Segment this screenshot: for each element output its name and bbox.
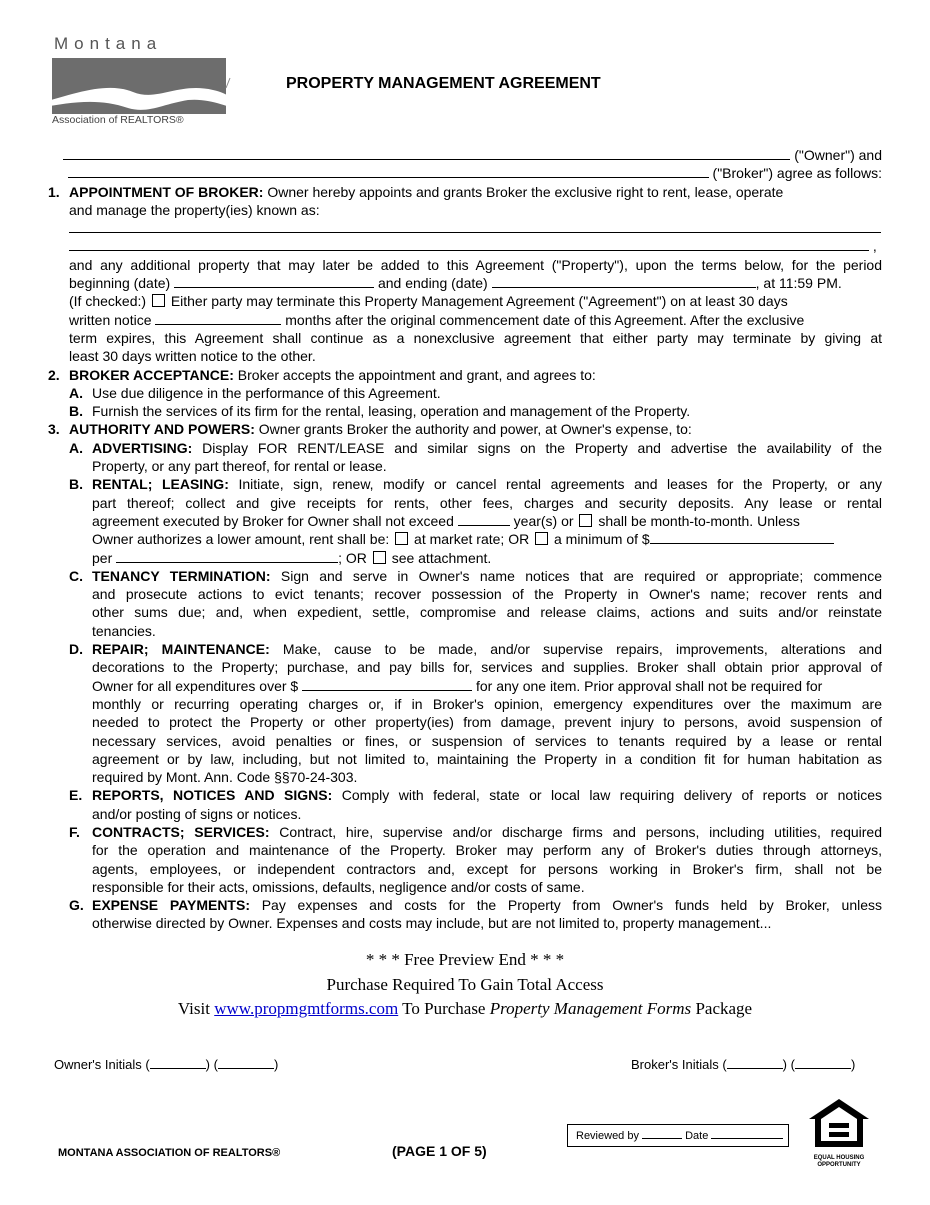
item-heading: ADVERTISING:	[92, 439, 193, 456]
item-text: Initiate, sign, renew, modify or cancel rental agreements and leases for the Property, or any	[228, 476, 882, 493]
item-text: shall be month-to-month. Unless	[598, 512, 800, 529]
eho-label	[807, 1155, 871, 1169]
item-text: Property, or any part thereof, for rental or lease.	[92, 458, 387, 475]
time-label: , at 11:59 PM.	[755, 275, 842, 292]
rent-period-field[interactable]	[116, 549, 338, 563]
item-letter: B.	[69, 403, 83, 420]
reviewed-by-label: Reviewed by	[576, 1130, 639, 1142]
eho-line-2: OPPORTUNITY	[817, 1162, 861, 1168]
max-expenditure-field[interactable]	[302, 677, 472, 691]
section-3	[48, 420, 882, 438]
item-text: decorations to the Property; purchase, and pay bills for, services and supplies. Broker shall obtain prior approval of	[92, 659, 882, 676]
minimum-rent-field[interactable]	[650, 530, 834, 544]
notice-months-field[interactable]	[155, 311, 281, 325]
property-address-line-1[interactable]	[69, 219, 881, 233]
section-text: months after the original commencement date of this Agreement. After the exclusive	[285, 311, 805, 328]
broker-initials-label: Broker's Initials (	[631, 1057, 727, 1072]
section-heading: BROKER ACCEPTANCE:	[69, 366, 234, 383]
item-text: Display FOR RENT/LEASE and similar signs on the Property and advertise the availability of the	[192, 439, 882, 456]
item-heading: CONTRACTS; SERVICES:	[92, 823, 270, 840]
item-text: agreement or by law, including, but not limited to, maintaining the Property in a condition fit for human habitation as	[92, 750, 882, 767]
broker-label: ("Broker") agree as follows:	[712, 165, 882, 182]
item-heading: TENANCY TERMINATION:	[92, 567, 271, 584]
broker-name-line[interactable]	[68, 164, 709, 178]
end-date-label: and ending (date)	[377, 275, 488, 292]
terminate-checkbox[interactable]	[152, 294, 165, 307]
footer-association: MONTANA ASSOCIATION OF REALTORS®	[58, 1147, 281, 1159]
item-text: Sign and serve in Owner's name notices that are required or appropriate; commence	[270, 567, 882, 584]
item-text: Make, cause to be made, and/or supervise repairs, improvements, alterations and	[269, 641, 882, 658]
item-text: required by Mont. Ann. Code §§70-24-303.	[92, 769, 358, 786]
owner-label: ("Owner") and	[794, 147, 882, 163]
item-heading: RENTAL; LEASING:	[92, 476, 229, 493]
item-text: part thereof; collect and give receipts for rents, other fees, charges and security deposits. Any lease or rental	[92, 494, 882, 511]
market-rate-checkbox[interactable]	[395, 532, 408, 545]
item-text: needed to protect the Property or other property(ies) from damage, prevent injury to persons, avoid suspension of	[92, 714, 882, 731]
logo-wordmark: Montana	[54, 34, 163, 53]
item-heading: EXPENSE PAYMENTS:	[92, 897, 250, 914]
item-text: per	[92, 549, 113, 566]
section-text: Owner grants Broker the authority and power, at Owner's expense, to:	[254, 421, 692, 438]
property-address-line-2[interactable]	[69, 237, 869, 251]
item-letter: B.	[69, 476, 83, 493]
item-letter: C.	[69, 567, 83, 584]
see-attachment-checkbox[interactable]	[373, 551, 386, 564]
item-text: and/or posting of signs or notices.	[92, 805, 302, 822]
visit-text: Visit	[177, 999, 215, 1018]
comma: ,	[872, 238, 877, 255]
item-text: agreement executed by Broker for Owner shall not exceed	[92, 512, 454, 529]
section-number: 1.	[48, 183, 60, 200]
item-letter: F.	[69, 823, 80, 840]
lease-years-field[interactable]	[458, 512, 510, 526]
section-text: Owner hereby appoints and grants Broker the exclusive right to rent, lease, operate	[263, 183, 784, 200]
item-heading: REPAIR; MAINTENANCE:	[92, 641, 270, 658]
section-text: Either party may terminate this Property Management Agreement ("Agreement") on at least 30 days	[170, 293, 788, 310]
item-text: for the operation and maintenance of the Property. Broker may perform any of Broker's duties through attorneys,	[92, 842, 882, 859]
item-text: responsible for their acts, omissions, defaults, negligence and/or costs of same.	[92, 878, 585, 895]
owner-initial-1[interactable]	[150, 1055, 206, 1069]
section-text: least 30 days written notice to the other.	[69, 348, 316, 365]
owner-initials-label: Owner's Initials (	[54, 1057, 150, 1072]
item-text: at market rate; OR	[414, 531, 530, 548]
section-2	[48, 366, 882, 384]
reviewed-box	[567, 1124, 789, 1147]
section-text: and manage the property(ies) known as:	[69, 201, 320, 218]
purchase-required-text: Purchase Required To Gain Total Access	[326, 974, 604, 994]
page-number: (PAGE 1 OF 5)	[392, 1143, 487, 1159]
item-letter: E.	[69, 787, 83, 804]
if-checked-label: (If checked:)	[69, 293, 147, 310]
item-letter: G.	[69, 897, 84, 914]
item-text: ; OR	[338, 549, 367, 566]
montana-realtors-logo	[38, 34, 248, 129]
notice-label: written notice	[69, 311, 152, 328]
item-text: see attachment.	[391, 549, 492, 566]
item-text: monthly or recurring operating charges or, if in Broker's opinion, emergency expenditures over the maximum are	[92, 695, 882, 712]
package-name: Property Management Forms	[489, 999, 692, 1018]
section-number: 3.	[48, 421, 60, 438]
owner-name-line[interactable]	[63, 146, 790, 160]
item-text: a minimum of $	[553, 531, 650, 548]
item-text: Furnish the services of its firm for the rental, leasing, operation and management of the Property.	[92, 403, 691, 420]
preview-notice	[0, 948, 930, 1022]
begin-date-field[interactable]	[174, 274, 374, 288]
item-text: Owner for all expenditures over $	[92, 677, 299, 694]
agreement-body	[48, 146, 882, 933]
document-title: PROPERTY MANAGEMENT AGREEMENT	[286, 75, 601, 92]
item-text: other sums due; and, when expedient, settle, compromise and release claims, actions and suits and/or reinstate	[92, 604, 882, 621]
package-text: Package	[691, 999, 753, 1018]
item-heading: REPORTS, NOTICES AND SIGNS:	[92, 787, 333, 804]
section-heading: AUTHORITY AND POWERS:	[69, 421, 255, 438]
item-text: year(s) or	[513, 512, 574, 529]
item-text: Contract, hire, supervise and/or discharge firms and persons, including utilities, required	[269, 823, 882, 840]
section-1	[48, 183, 882, 201]
section-text: Broker accepts the appointment and grant, and agrees to:	[233, 366, 596, 383]
broker-initials	[631, 1055, 855, 1072]
item-text: for any one item. Prior approval shall not be required for	[476, 677, 823, 694]
logo-subtitle: Association of REALTORS®	[52, 114, 184, 126]
section-text: term expires, this Agreement shall continue as a nonexclusive agreement that either party may terminate by giving at	[69, 329, 882, 346]
separator: ) (	[205, 1057, 218, 1072]
begin-date-label: beginning (date)	[69, 275, 171, 292]
section-heading: APPOINTMENT OF BROKER:	[69, 183, 264, 200]
item-text: Owner authorizes a lower amount, rent shall be:	[92, 531, 390, 548]
purchase-link[interactable]: www.propmgmtforms.com	[214, 999, 399, 1018]
item-text: agents, employees, or independent contractors and, except for persons working in Broker's firm, shall not be	[92, 860, 882, 877]
equal-housing-icon	[807, 1097, 871, 1168]
item-text: and prosecute actions to evict tenants; recover possession of the Property in Owner's name; recover rents and	[92, 586, 882, 603]
reviewed-by-field[interactable]	[642, 1127, 682, 1139]
broker-initial-2[interactable]	[795, 1055, 851, 1069]
purchase-text: To Purchase	[398, 999, 490, 1018]
month-to-month-checkbox[interactable]	[579, 514, 592, 527]
item-text: Comply with federal, state or local law requiring delivery of reports or notices	[332, 787, 882, 804]
purchase-link-line	[0, 997, 930, 1022]
minimum-rent-checkbox[interactable]	[535, 532, 548, 545]
broker-initial-1[interactable]	[727, 1055, 783, 1069]
date-label: Date	[685, 1130, 709, 1142]
separator: )	[273, 1057, 279, 1072]
item-text: otherwise directed by Owner. Expenses and costs may include, but are not limited to, property management...	[92, 915, 772, 932]
separator: ) (	[782, 1057, 795, 1072]
item-text: Use due diligence in the performance of this Agreement.	[92, 384, 441, 401]
owner-initial-2[interactable]	[218, 1055, 274, 1069]
section-text: and any additional property that may later be added to this Agreement ("Property"), upon the terms below, for the period	[69, 256, 882, 273]
date-field[interactable]	[711, 1127, 783, 1139]
eho-line-1: EQUAL HOUSING	[813, 1155, 865, 1161]
item-letter: A.	[69, 384, 83, 401]
item-letter: A.	[69, 439, 83, 456]
owner-initials	[54, 1055, 278, 1072]
item-text: tenancies.	[92, 622, 156, 639]
end-date-field[interactable]	[492, 274, 756, 288]
section-number: 2.	[48, 366, 60, 383]
item-letter: D.	[69, 641, 83, 658]
preview-end-text: * * * Free Preview End * * *	[365, 950, 565, 969]
item-text: Pay expenses and costs for the Property from Owner's funds held by Broker, unless	[249, 897, 883, 914]
item-text: necessary services, avoid penalties or fines, or suspension of services to tenants required by a lease or rental	[92, 732, 882, 749]
separator: )	[850, 1057, 856, 1072]
